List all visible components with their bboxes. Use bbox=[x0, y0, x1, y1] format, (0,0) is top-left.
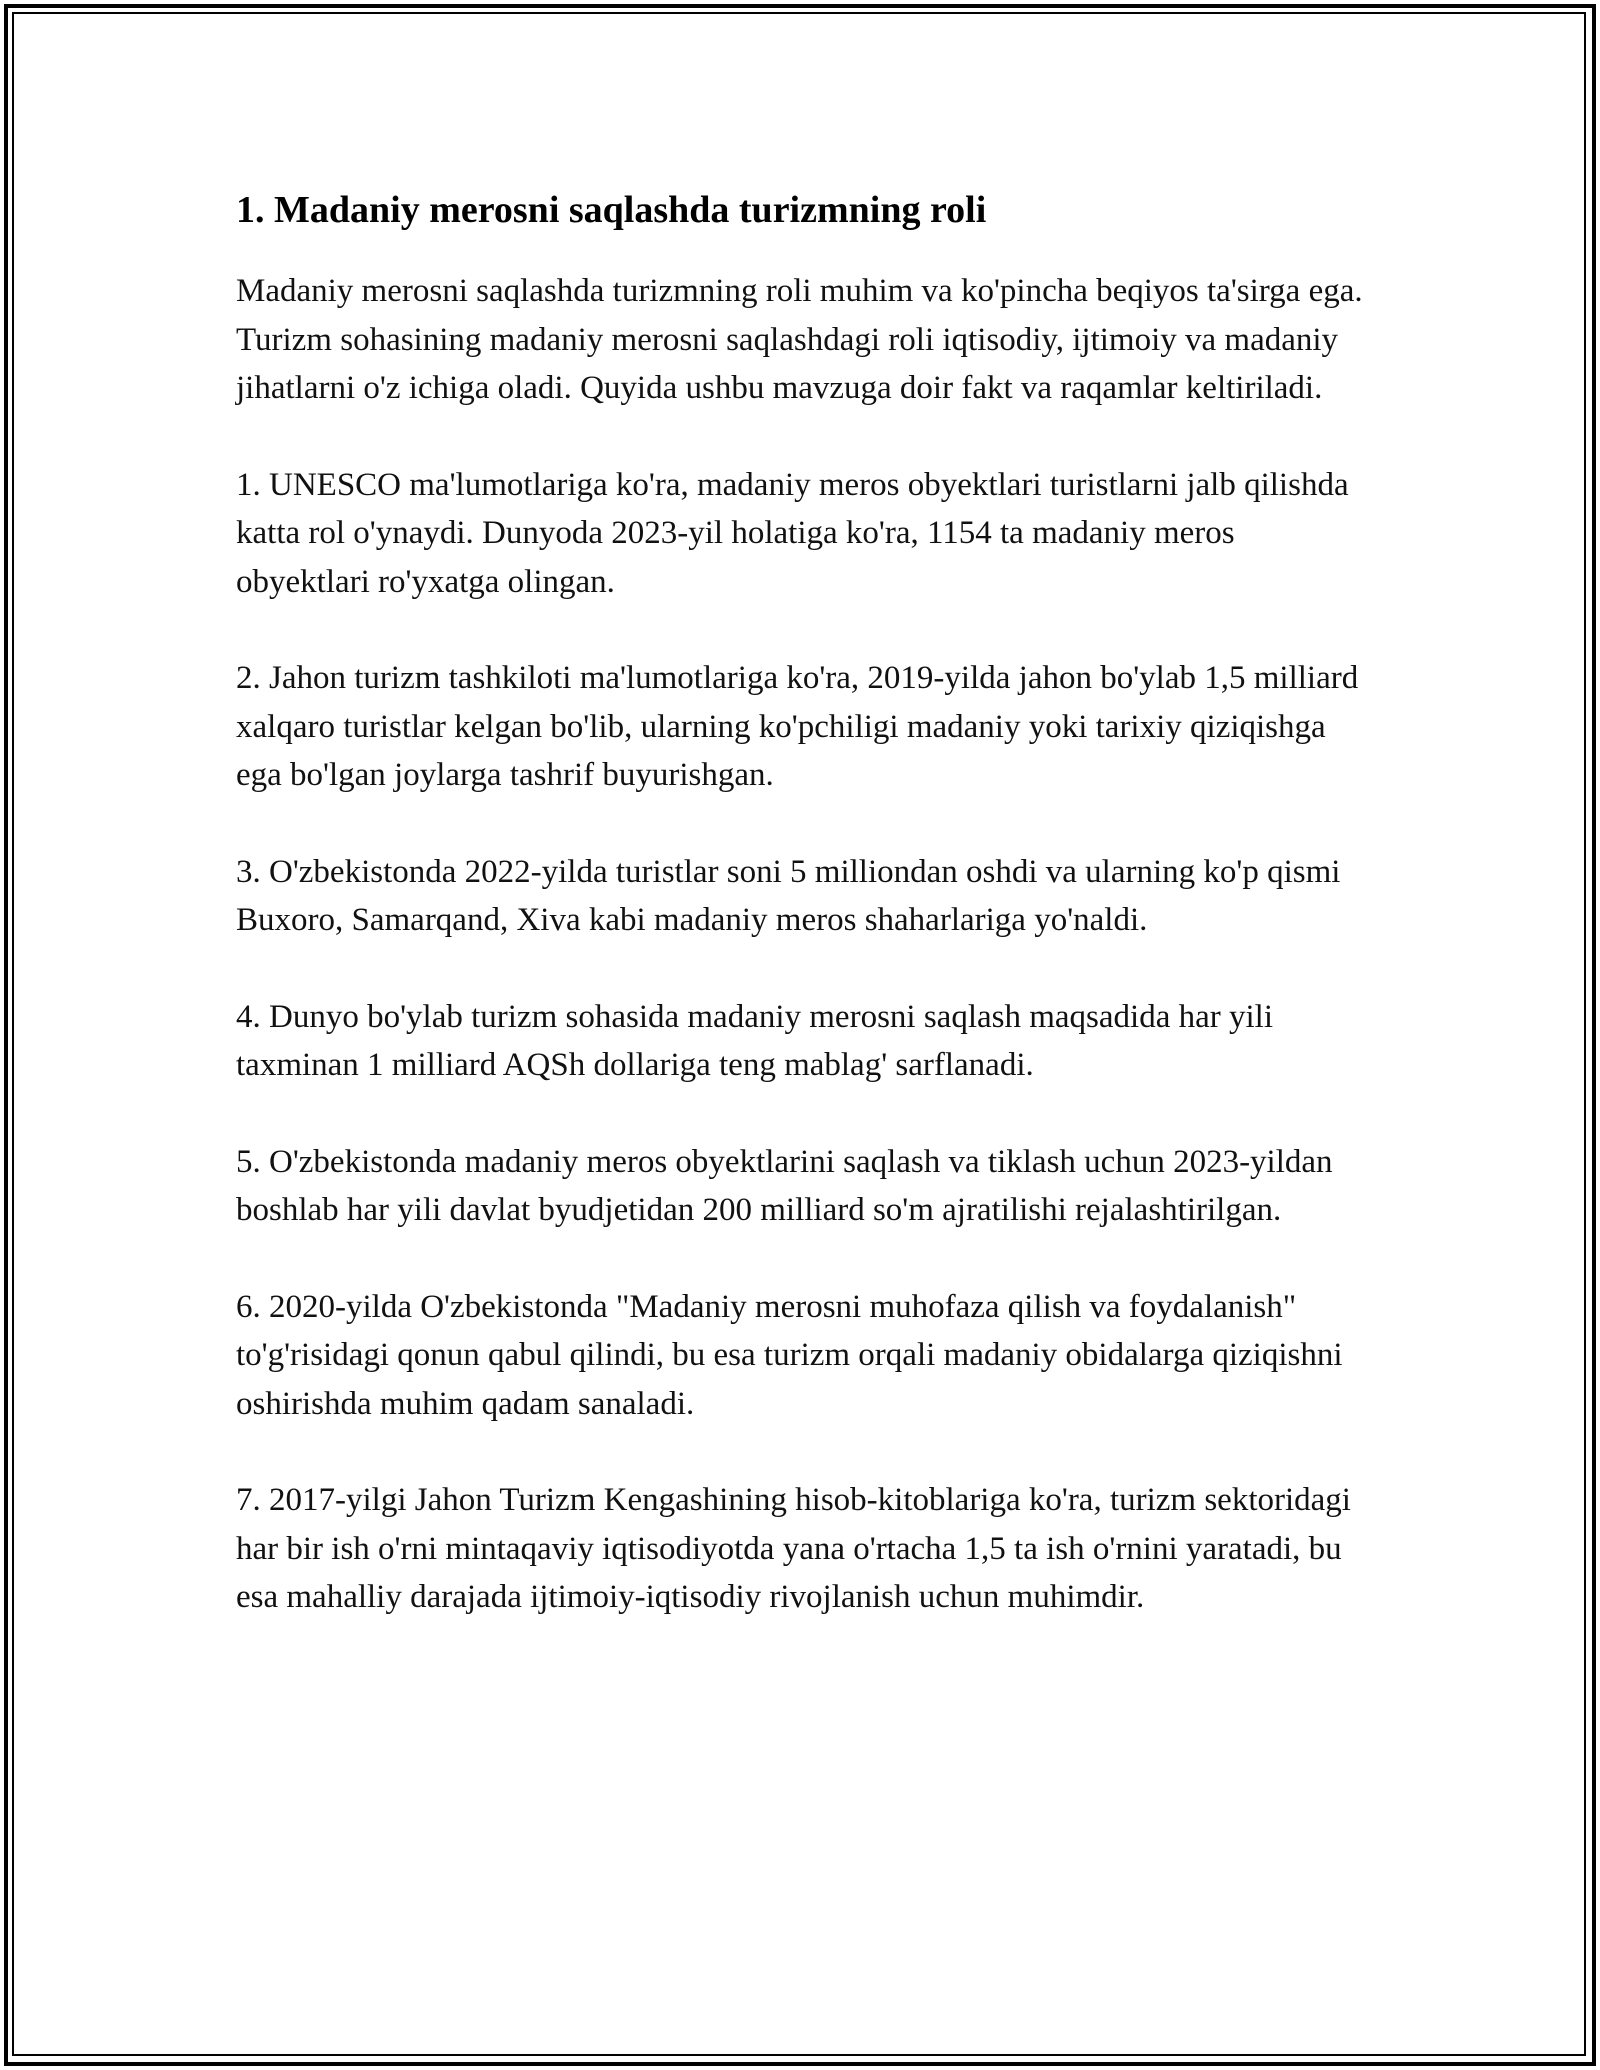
fact-item-5: 5. O'zbekistonda madaniy meros obyektlarini saqlash va tiklash uchun 2023-yildan boshlab har yili davlat byudjetidan 200 milliard so'm ajratilishi rejalashtirilgan. bbox=[236, 1143, 1333, 1229]
fact-item-7: 7. 2017-yilgi Jahon Turizm Kengashining hisob-kitoblariga ko'ra, turizm sektoridagi har bir ish o'rni mintaqaviy iqtisodiyotda yana o'rtacha 1,5 ta ish o'rnini yaratadi, bu esa mahalliy darajada ijtimoiy-iqtisodiy rivojlanish uchun muhimdir. bbox=[236, 1482, 1351, 1616]
section-heading: 1. Madaniy merosni saqlashda turizmning roli bbox=[236, 189, 987, 231]
document-page bbox=[236, 186, 1366, 1670]
fact-item-2: 2. Jahon turizm tashkiloti ma'lumotlariga ko'ra, 2019-yilda jahon bo'ylab 1,5 milliard xalqaro turistlar kelgan bo'lib, ularning ko'pchiligi madaniy yoki tarixiy qiziqishga ega bo'lgan joylarga tashrif buyurishgan. bbox=[236, 660, 1359, 794]
fact-item-1: 1. UNESCO ma'lumotlariga ko'ra, madaniy meros obyektlari turistlarni jalb qilishda katta rol o'ynaydi. Dunyoda 2023-yil holatiga ko'ra, 1154 ta madaniy meros obyektlari ro'yxatga olingan. bbox=[236, 466, 1349, 600]
fact-item-6: 6. 2020-yilda O'zbekistonda "Madaniy merosni muhofaza qilish va foydalanish" to'g'risidagi qonun qabul qilindi, bu esa turizm orqali madaniy obidalarga qiziqishni oshirishda muhim qadam sanaladi. bbox=[236, 1288, 1343, 1422]
intro-paragraph: Madaniy merosni saqlashda turizmning roli muhim va ko'pincha beqiyos ta'sirga ega. Turizm sohasining madaniy merosni saqlashdagi roli iqtisodiy, ijtimoiy va madaniy jihatlarni o'z ichiga oladi. Quyida ushbu mavzuga doir fakt va raqamlar keltiriladi. bbox=[236, 273, 1363, 407]
fact-item-3: 3. O'zbekistonda 2022-yilda turistlar soni 5 milliondan oshdi va ularning ko'p qismi Buxoro, Samarqand, Xiva kabi madaniy meros shaharlariga yo'naldi. bbox=[236, 853, 1341, 939]
fact-item-4: 4. Dunyo bo'ylab turizm sohasida madaniy merosni saqlash maqsadida har yili taxminan 1 milliard AQSh dollariga teng mablag' sarflanadi. bbox=[236, 998, 1273, 1084]
